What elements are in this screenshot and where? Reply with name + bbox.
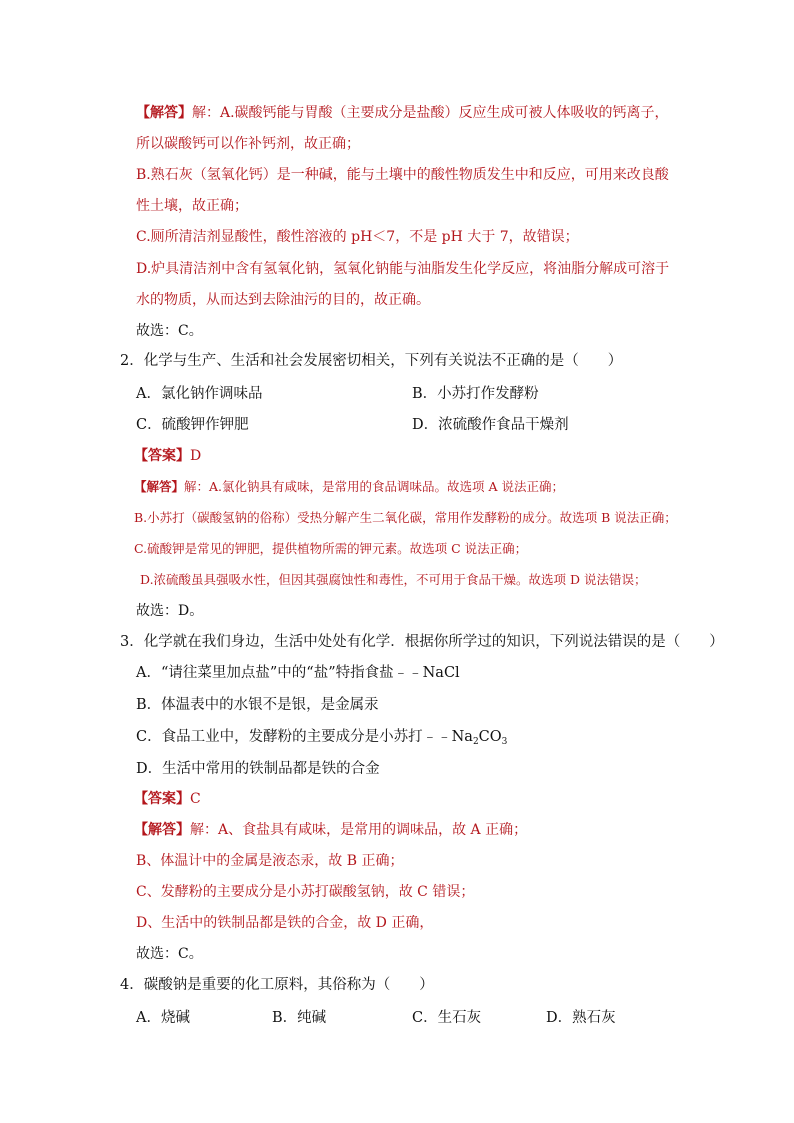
q2-option-c: C．硫酸钾作钾肥 [136, 417, 249, 433]
explanation-line: D.浓硫酸虽具强吸水性，但因其强腐蚀性和毒性，不可用于食品干燥。故选项 D 说法错误； [140, 572, 647, 587]
q3-option-d: D．生活中常用的铁制品都是铁的合金 [136, 761, 380, 777]
answer-tag: 【答案】 [134, 791, 190, 807]
solution-tag: 【解答】 [134, 479, 185, 494]
explanation-line: B.小苏打（碳酸氢钠的俗称）受热分解产生二氧化碳，常用作发酵粉的成分。故选项 B 说法正确； [134, 510, 677, 525]
q2-option-b: B．小苏打作发酵粉 [412, 386, 539, 402]
solution-tag: 【解答】 [136, 105, 192, 121]
solution-tag: 【解答】 [134, 822, 190, 838]
explanation-line: D.炉具清洁剂中含有氢氧化钠，氢氧化钠能与油脂发生化学反应，将油脂分解成可溶于 [136, 261, 670, 277]
choice-line: 故选：C。 [136, 323, 203, 339]
explanation-line: B.熟石灰（氢氧化钙）是一种碱，能与土壤中的酸性物质发生中和反应，可用来改良酸 [136, 167, 669, 183]
q4-option-d: D．熟石灰 [546, 1010, 616, 1026]
q3-option-c [136, 727, 507, 747]
explanation-line [134, 477, 564, 497]
explanation-line [134, 820, 527, 840]
question-4-stem: 4．碳酸钠是重要的化工原料，其俗称为（ ） [120, 977, 434, 993]
q3-option-b: B．体温表中的水银不是银，是金属汞 [136, 697, 379, 713]
q4-option-b: B．纯碱 [272, 1010, 327, 1026]
subscript: 3 [501, 737, 508, 747]
question-2-stem: 2．化学与生产、生活和社会发展密切相关，下列有关说法不正确的是（ ） [120, 353, 623, 369]
explanation-line: C.硫酸钾是常见的钾肥，提供植物所需的钾元素。故选项 C 说法正确； [134, 541, 528, 556]
q3-option-a: A．“请往菜里加点盐”中的“盐”特指食盐﹣﹣NaCl [136, 665, 460, 681]
explanation-text: 解：A.碳酸钙能与胃酸（主要成分是盐酸）反应生成可被人体吸收的钙离子， [192, 105, 669, 121]
option-text: CO [478, 729, 502, 745]
q2-option-d: D．浓硫酸作食品干燥剂 [412, 417, 569, 433]
answer-value: C [190, 791, 201, 807]
q4-option-c: C．生石灰 [412, 1010, 482, 1026]
explanation-line: 水的物质，从而达到去除油污的目的，故正确。 [136, 292, 430, 308]
answer-value: D [190, 448, 202, 464]
explanation-line: 性土壤，故正确； [136, 198, 248, 214]
explanation-line: 所以碳酸钙可以作补钙剂，故正确； [136, 136, 360, 152]
subscript: 2 [472, 737, 479, 747]
q2-answer-line [134, 446, 201, 466]
option-text: C．食品工业中，发酵粉的主要成分是小苏打﹣﹣Na [136, 729, 473, 745]
explanation-line: C、发酵粉的主要成分是小苏打碳酸氢钠，故 C 错误； [136, 884, 475, 900]
choice-line: 故选：D。 [136, 603, 204, 619]
q3-answer-line [134, 789, 201, 809]
explanation-line: D、生活中的铁制品都是铁的合金，故 D 正确， [136, 915, 434, 931]
question-3-stem: 3．化学就在我们身边，生活中处处有化学．根据你所学过的知识，下列说法错误的是（ ） [120, 634, 724, 650]
q2-option-a: A．氯化钠作调味品 [136, 386, 263, 402]
explanation-line: B、体温计中的金属是液态汞，故 B 正确； [136, 853, 404, 869]
explanation-line: C.厕所清洁剂显酸性，酸性溶液的 pH＜7，不是 pH 大于 7，故错误； [136, 229, 579, 245]
choice-line: 故选：C。 [136, 946, 203, 962]
explanation-text: 解：A、食盐具有咸味，是常用的调味品，故 A 正确； [190, 822, 528, 838]
q4-option-a: A．烧碱 [136, 1010, 190, 1026]
explanation-text: 解：A.氯化钠具有咸味，是常用的食品调味品。故选项 A 说法正确； [184, 479, 564, 494]
explanation-line [136, 103, 669, 123]
answer-tag: 【答案】 [134, 448, 190, 464]
